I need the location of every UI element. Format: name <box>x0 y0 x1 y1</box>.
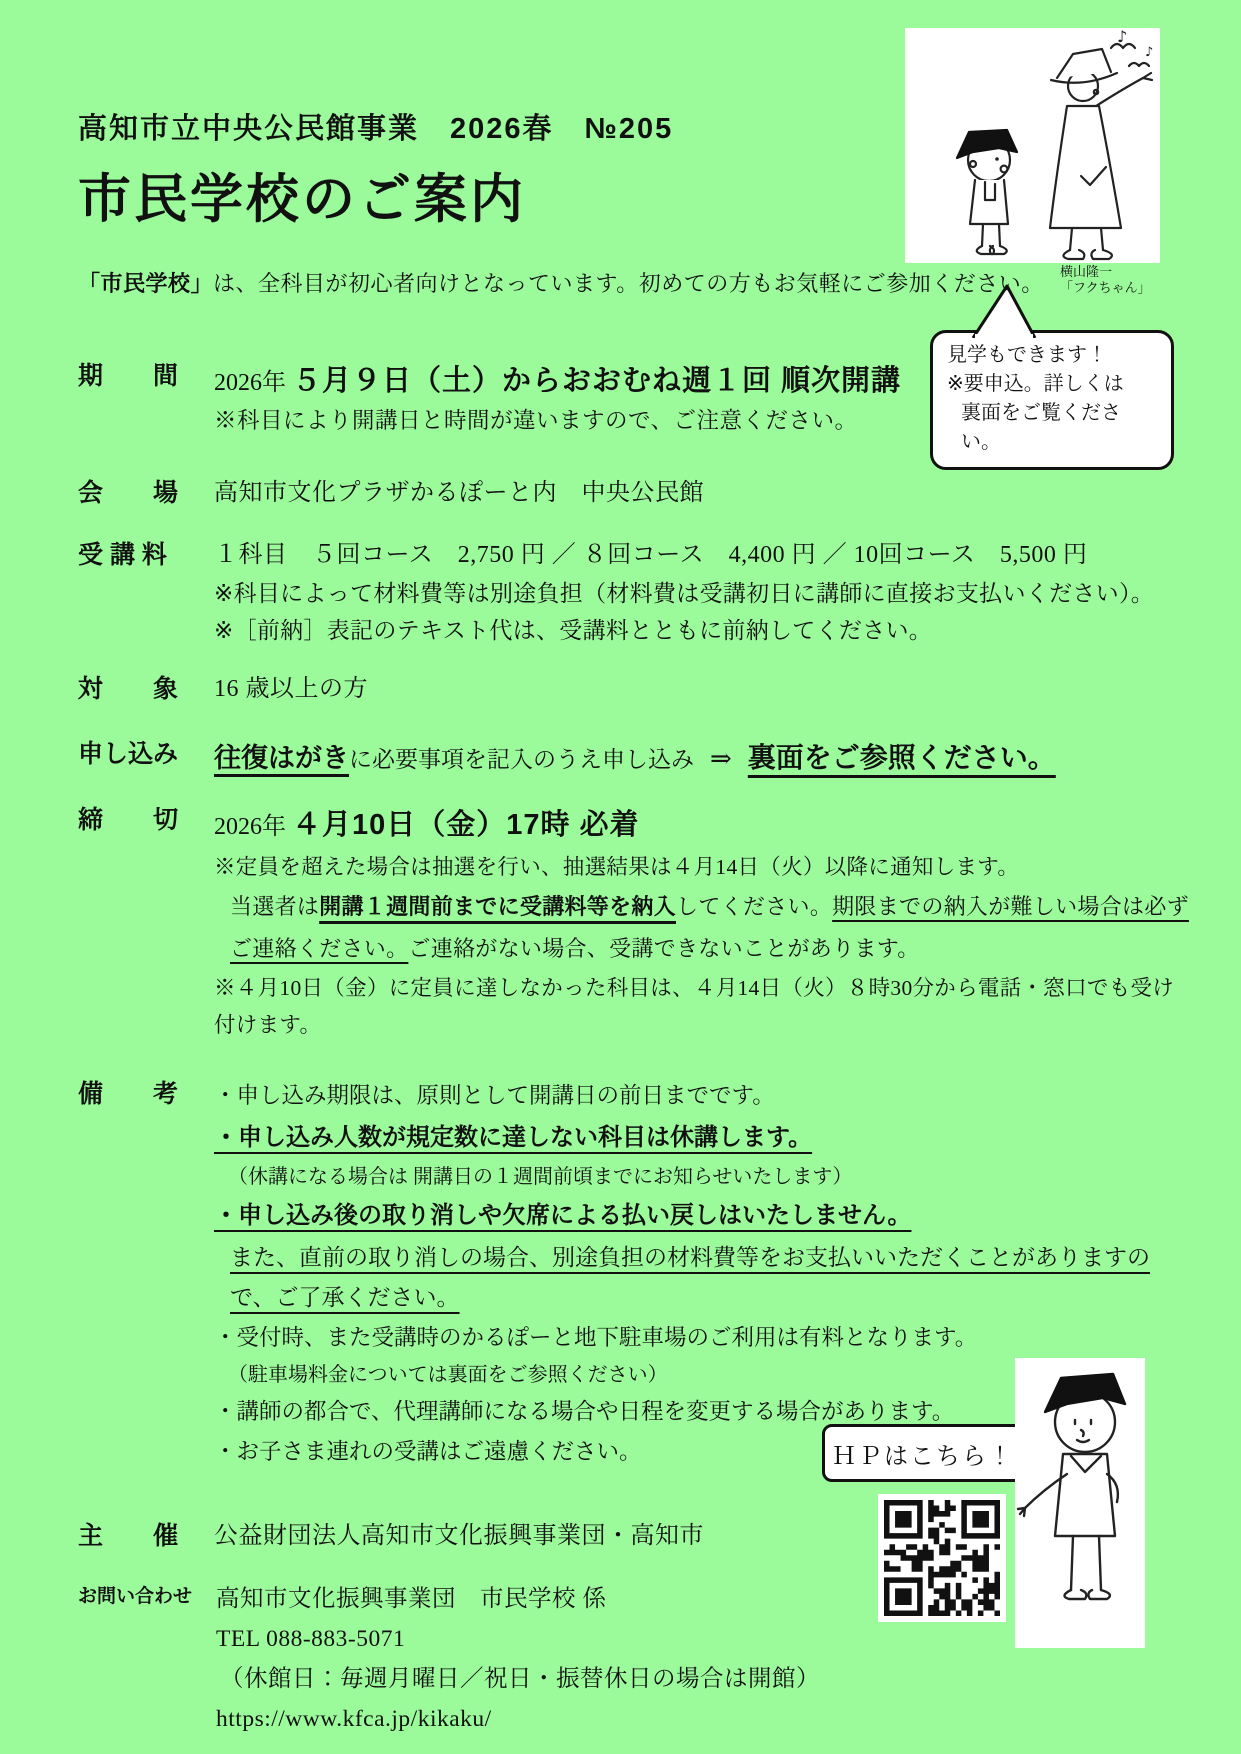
deadline-row <box>78 802 1190 1044</box>
deadline-date: ４月10日（金）17時 必着 <box>292 809 640 842</box>
remark-item: ・申し込み人数が規定数に達しない科目は休講します。 <box>214 1124 813 1152</box>
remark-item: ・お子さま連れの受講はご遠慮ください。 <box>214 1439 642 1465</box>
contact-closed-note: （休館日：毎週月曜日／祝日・振替休日の場合は開館） <box>220 1665 821 1692</box>
visit-bubble-line1: 見学もできます！ <box>947 344 1107 366</box>
contact-label: お問い合わせ <box>78 1585 193 1607</box>
apply-method: 往復はがき <box>214 742 349 773</box>
deadline-note-post: ご連絡がない場合、受講できないことがあります。 <box>408 936 920 962</box>
target-label: 対 象 <box>78 675 179 704</box>
apply-arrow-icon: ⇒ <box>710 743 732 773</box>
deadline-note-underlined: 期限までの納入が難しい場合は必ずご連絡ください。 <box>230 894 1189 962</box>
organizer-value: 公益財団法人高知市文化振興事業団・高知市 <box>214 1523 704 1550</box>
remark-item: ・受付時、また受講時のかるぽーと地下駐車場のご利用は有料となります。 <box>214 1325 978 1351</box>
visit-bubble-line3: 裏面をご覧ください。 <box>961 402 1121 453</box>
deadline-note-em: 開講１週間前までに受講料等を納入 <box>319 894 677 920</box>
target-value: 16 歳以上の方 <box>214 676 368 703</box>
apply-refer: 裏面をご参照ください。 <box>747 741 1056 773</box>
intro-text <box>78 267 1190 298</box>
deadline-note-mid: してください。 <box>676 894 833 920</box>
remark-item: ・申し込み後の取り消しや欠席による払い戻しはいたしません。 <box>214 1202 912 1230</box>
fee-label: 受 講 料 <box>78 541 167 570</box>
remark-item: ・申し込み期限は、原則として開講日の前日までです。 <box>214 1083 775 1109</box>
deadline-note-payment <box>230 886 1190 970</box>
apply-row <box>78 736 1190 781</box>
qr-code <box>878 1494 1006 1622</box>
period-body <box>214 358 1190 439</box>
fee-value: １科目 ５回コース 2,750 円 ／ ８回コース 4,400 円 ／ 10回コース 5,500 円 <box>214 542 1088 569</box>
deadline-year: 2026年 <box>214 814 286 841</box>
svg-text:♪: ♪ <box>1117 28 1128 46</box>
apply-middle: に必要事項を記入のうえ申し込み <box>349 746 694 772</box>
fee-row <box>78 537 1190 649</box>
period-note: ※科目により開講日と時間が違いますので、ご注意ください。 <box>214 408 858 433</box>
organizer-label: 主 催 <box>78 1522 179 1551</box>
period-year: 2026年 <box>214 370 286 396</box>
fee-note-materials: ※科目によって材料費等は別途負担（材料費は受講初日に講師に直接お支払いください）。 <box>214 580 1155 607</box>
target-row <box>78 671 1190 707</box>
contact-org: 高知市文化振興事業団 市民学校 係 <box>216 1585 607 1612</box>
venue-label: 会 場 <box>78 479 179 507</box>
intro-rest: は、全科目が初心者向けとなっています。初めての方もお気軽にご参加ください。 <box>213 271 1044 296</box>
hp-bubble-text: ＨＰはこちら！ <box>832 1442 1014 1470</box>
fee-note-prepay: ※［前納］表記のテキスト代は、受講料とともに前納してください。 <box>214 617 933 644</box>
deadline-note-phone: ※４月10日（金）に定員に達しなかった科目は、４月14日（火）８時30分から電話・窓口でも受け付けます。 <box>214 976 1175 1038</box>
deadline-body <box>214 802 1190 1044</box>
credit-work: 「フクちゃん」 <box>1060 280 1151 295</box>
period-main <box>214 358 1190 399</box>
credit-artist: 横山隆一 <box>1060 264 1113 279</box>
period-label: 期 間 <box>78 362 179 390</box>
remark-item: また、直前の取り消しの場合、別途負担の材料費等をお支払いいただくことがありますので、ご了承ください。 <box>230 1245 1150 1311</box>
period-date: ５月９日（土）からおおむね週１回 順次開講 <box>292 365 902 397</box>
page-title: 市民学校のご案内 <box>78 170 526 229</box>
fukuchan-pointing-drawing <box>1015 1358 1145 1648</box>
hp-speech-bubble <box>822 1424 1024 1482</box>
qr-code-pattern <box>884 1500 1000 1616</box>
period-row <box>78 358 1190 439</box>
deadline-label: 締 切 <box>78 806 179 835</box>
fukuchan-pointing-illustration <box>1015 1358 1145 1648</box>
remark-item: （休講になる場合は 開講日の１週間前頃までにお知らせいたします） <box>228 1166 853 1189</box>
svg-text:♪: ♪ <box>1145 45 1154 60</box>
remark-item: ・講師の都合で、代理講師になる場合や日程を変更する場合があります。 <box>214 1399 955 1425</box>
deadline-main <box>214 802 1190 843</box>
intro-emphasis: 「市民学校」 <box>78 271 214 296</box>
venue-row <box>78 475 1190 511</box>
deadline-note-pre: 当選者は <box>230 894 320 920</box>
contact-url: https://www.kfca.jp/kikaku/ <box>216 1705 492 1732</box>
remark-item: （駐車場料金については裏面をご参照ください） <box>228 1364 668 1387</box>
remarks-label: 備 考 <box>78 1080 179 1109</box>
fee-body <box>214 537 1190 649</box>
apply-label: 申し込み <box>78 739 179 768</box>
venue-value: 高知市文化プラザかるぽーと内 中央公民館 <box>214 480 704 506</box>
deadline-note-lottery: ※定員を超えた場合は抽選を行い、抽選結果は４月14日（火）以降に通知します。 <box>214 855 1020 880</box>
contact-tel: TEL 088-883-5071 <box>216 1625 406 1652</box>
apply-body <box>214 736 1190 781</box>
program-line: 高知市立中央公民館事業 2026春 №205 <box>78 113 674 145</box>
visit-bubble-line2: ※要申込。詳しくは <box>947 373 1124 395</box>
